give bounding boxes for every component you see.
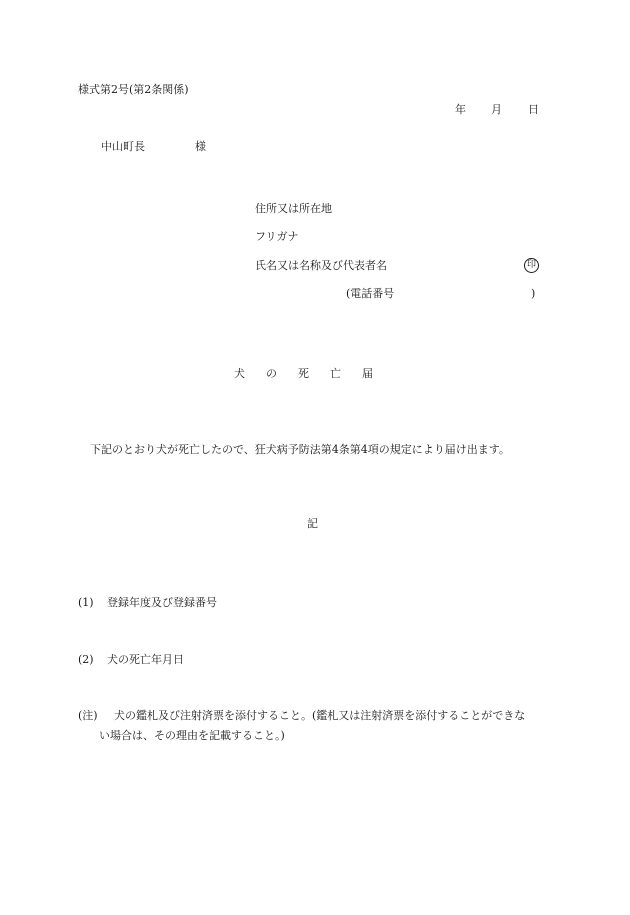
note-text-2: い場合は、その理由を記載すること。) [99, 729, 285, 742]
seal-mark-icon: 印 [524, 258, 539, 273]
item-number: (2) [78, 653, 94, 666]
title-char: の [266, 367, 277, 380]
addressee-name: 中山町長 [101, 140, 145, 153]
date-month-label: 月 [491, 103, 502, 116]
form-number: 様式第2号(第2条関係) [78, 83, 189, 96]
title-char: 届 [362, 367, 373, 380]
phone-close-paren: ) [531, 287, 536, 300]
item-label: 犬の死亡年月日 [107, 653, 184, 666]
date-day-label: 日 [528, 103, 539, 116]
body-text: 下記のとおり犬が死亡したので、狂犬病予防法第4条第4項の規定により届け出ます。 [90, 443, 510, 456]
addressee-honorific: 様 [195, 140, 206, 153]
ki-label: 記 [307, 517, 318, 530]
item-number: (1) [78, 596, 94, 609]
list-item [78, 596, 217, 610]
document-title [234, 367, 373, 381]
address-label: 住所又は所在地 [255, 202, 332, 215]
date-year-label: 年 [455, 103, 466, 116]
title-char: 亡 [330, 367, 341, 380]
title-char: 死 [298, 367, 309, 380]
phone-label: (電話番号 [346, 287, 395, 300]
note-line [78, 709, 525, 723]
note-text-1: 犬の鑑札及び注射済票を添付すること。(鑑札又は注射済票を添付することができな [114, 709, 526, 722]
list-item [78, 653, 184, 667]
furigana-label: フリガナ [255, 230, 299, 243]
title-char: 犬 [234, 367, 245, 380]
name-label: 氏名又は名称及び代表者名 [255, 259, 387, 272]
note-head: (注) [78, 709, 98, 722]
item-label: 登録年度及び登録番号 [107, 596, 217, 609]
